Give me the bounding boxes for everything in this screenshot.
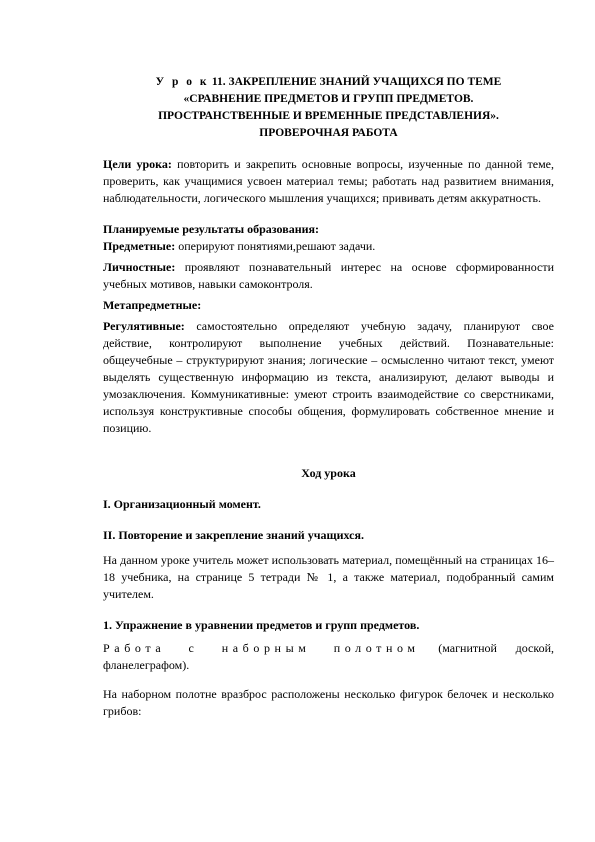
goals-text: повторить и закрепить основные вопросы, изученные по данной теме, проверить, как учащимися усвоен материал темы; работать над развитием внимания, наблюдательности, логического мышления учащихся; прививать детям аккуратность.: [103, 157, 554, 205]
title-line-3: ПРОСТРАНСТВЕННЫЕ И ВРЕМЕННЫЕ ПРЕДСТАВЛЕНИЯ».: [158, 110, 499, 122]
work-label: Работа с наборным полотном: [103, 641, 420, 655]
results-heading: Планируемые результаты образования:: [103, 222, 320, 236]
section-2-text: На данном уроке учитель может использовать материал, помещённый на страницах 16–18 учебника, на странице 5 тетради № 1, а также материал, подобранный самим учителем.: [103, 553, 554, 601]
section-2-heading: II. Повторение и закрепление знаний учащихся.: [103, 528, 364, 542]
work-text: (магнитной доской, фланелеграфом).: [103, 641, 554, 672]
regulative-label: Регулятивные:: [103, 319, 185, 333]
subject-results: [103, 238, 554, 255]
goals-paragraph: [103, 156, 554, 207]
lesson-prefix: У р о к: [155, 76, 210, 88]
work-paragraph: [103, 640, 554, 674]
subject-text: оперируют понятиями,решают задачи.: [175, 239, 376, 253]
title-line-1-rest: 11. ЗАКРЕПЛЕНИЕ ЗНАНИЙ УЧАЩИХСЯ ПО ТЕМЕ: [209, 76, 502, 88]
personal-label: Личностные:: [103, 260, 176, 274]
personal-results: [103, 259, 554, 293]
regulative-text: самостоятельно определяют учебную задачу, планируют свое действие, контролируют выполнение учебных действий. Познавательные: общеучебные – структурируют знания; логические – осмысленно читают текст, умеют выделять существенную информацию из текста, анализируют, делают выводы и умозаключения. Коммуникативные: умеют строить взаимодействие со сверстниками, используя конструктивные способы общения, формулировать собственное мнение и позицию.: [103, 319, 554, 435]
regulative-results: [103, 318, 554, 437]
last-paragraph: На наборном полотне вразброс расположены несколько фигурок белочек и несколько грибов:: [103, 687, 554, 718]
lesson-title: [103, 74, 554, 142]
course-heading: Ход урока: [301, 466, 356, 480]
exercise-1-heading: 1. Упражнение в уравнении предметов и групп предметов.: [103, 618, 420, 632]
title-line-4: ПРОВЕРОЧНАЯ РАБОТА: [259, 127, 398, 139]
goals-label: Цели урока:: [103, 157, 172, 171]
meta-label: Метапредметные:: [103, 298, 202, 312]
section-1-heading: I. Организационный момент.: [103, 497, 261, 511]
title-line-2: «СРАВНЕНИЕ ПРЕДМЕТОВ И ГРУПП ПРЕДМЕТОВ.: [183, 93, 474, 105]
personal-text: проявляют познавательный интерес на основе сформированности учебных мотивов, навыки самоконтроля.: [103, 260, 554, 291]
subject-label: Предметные:: [103, 239, 176, 253]
document-content: [103, 74, 554, 720]
title-line-1: [103, 74, 554, 91]
